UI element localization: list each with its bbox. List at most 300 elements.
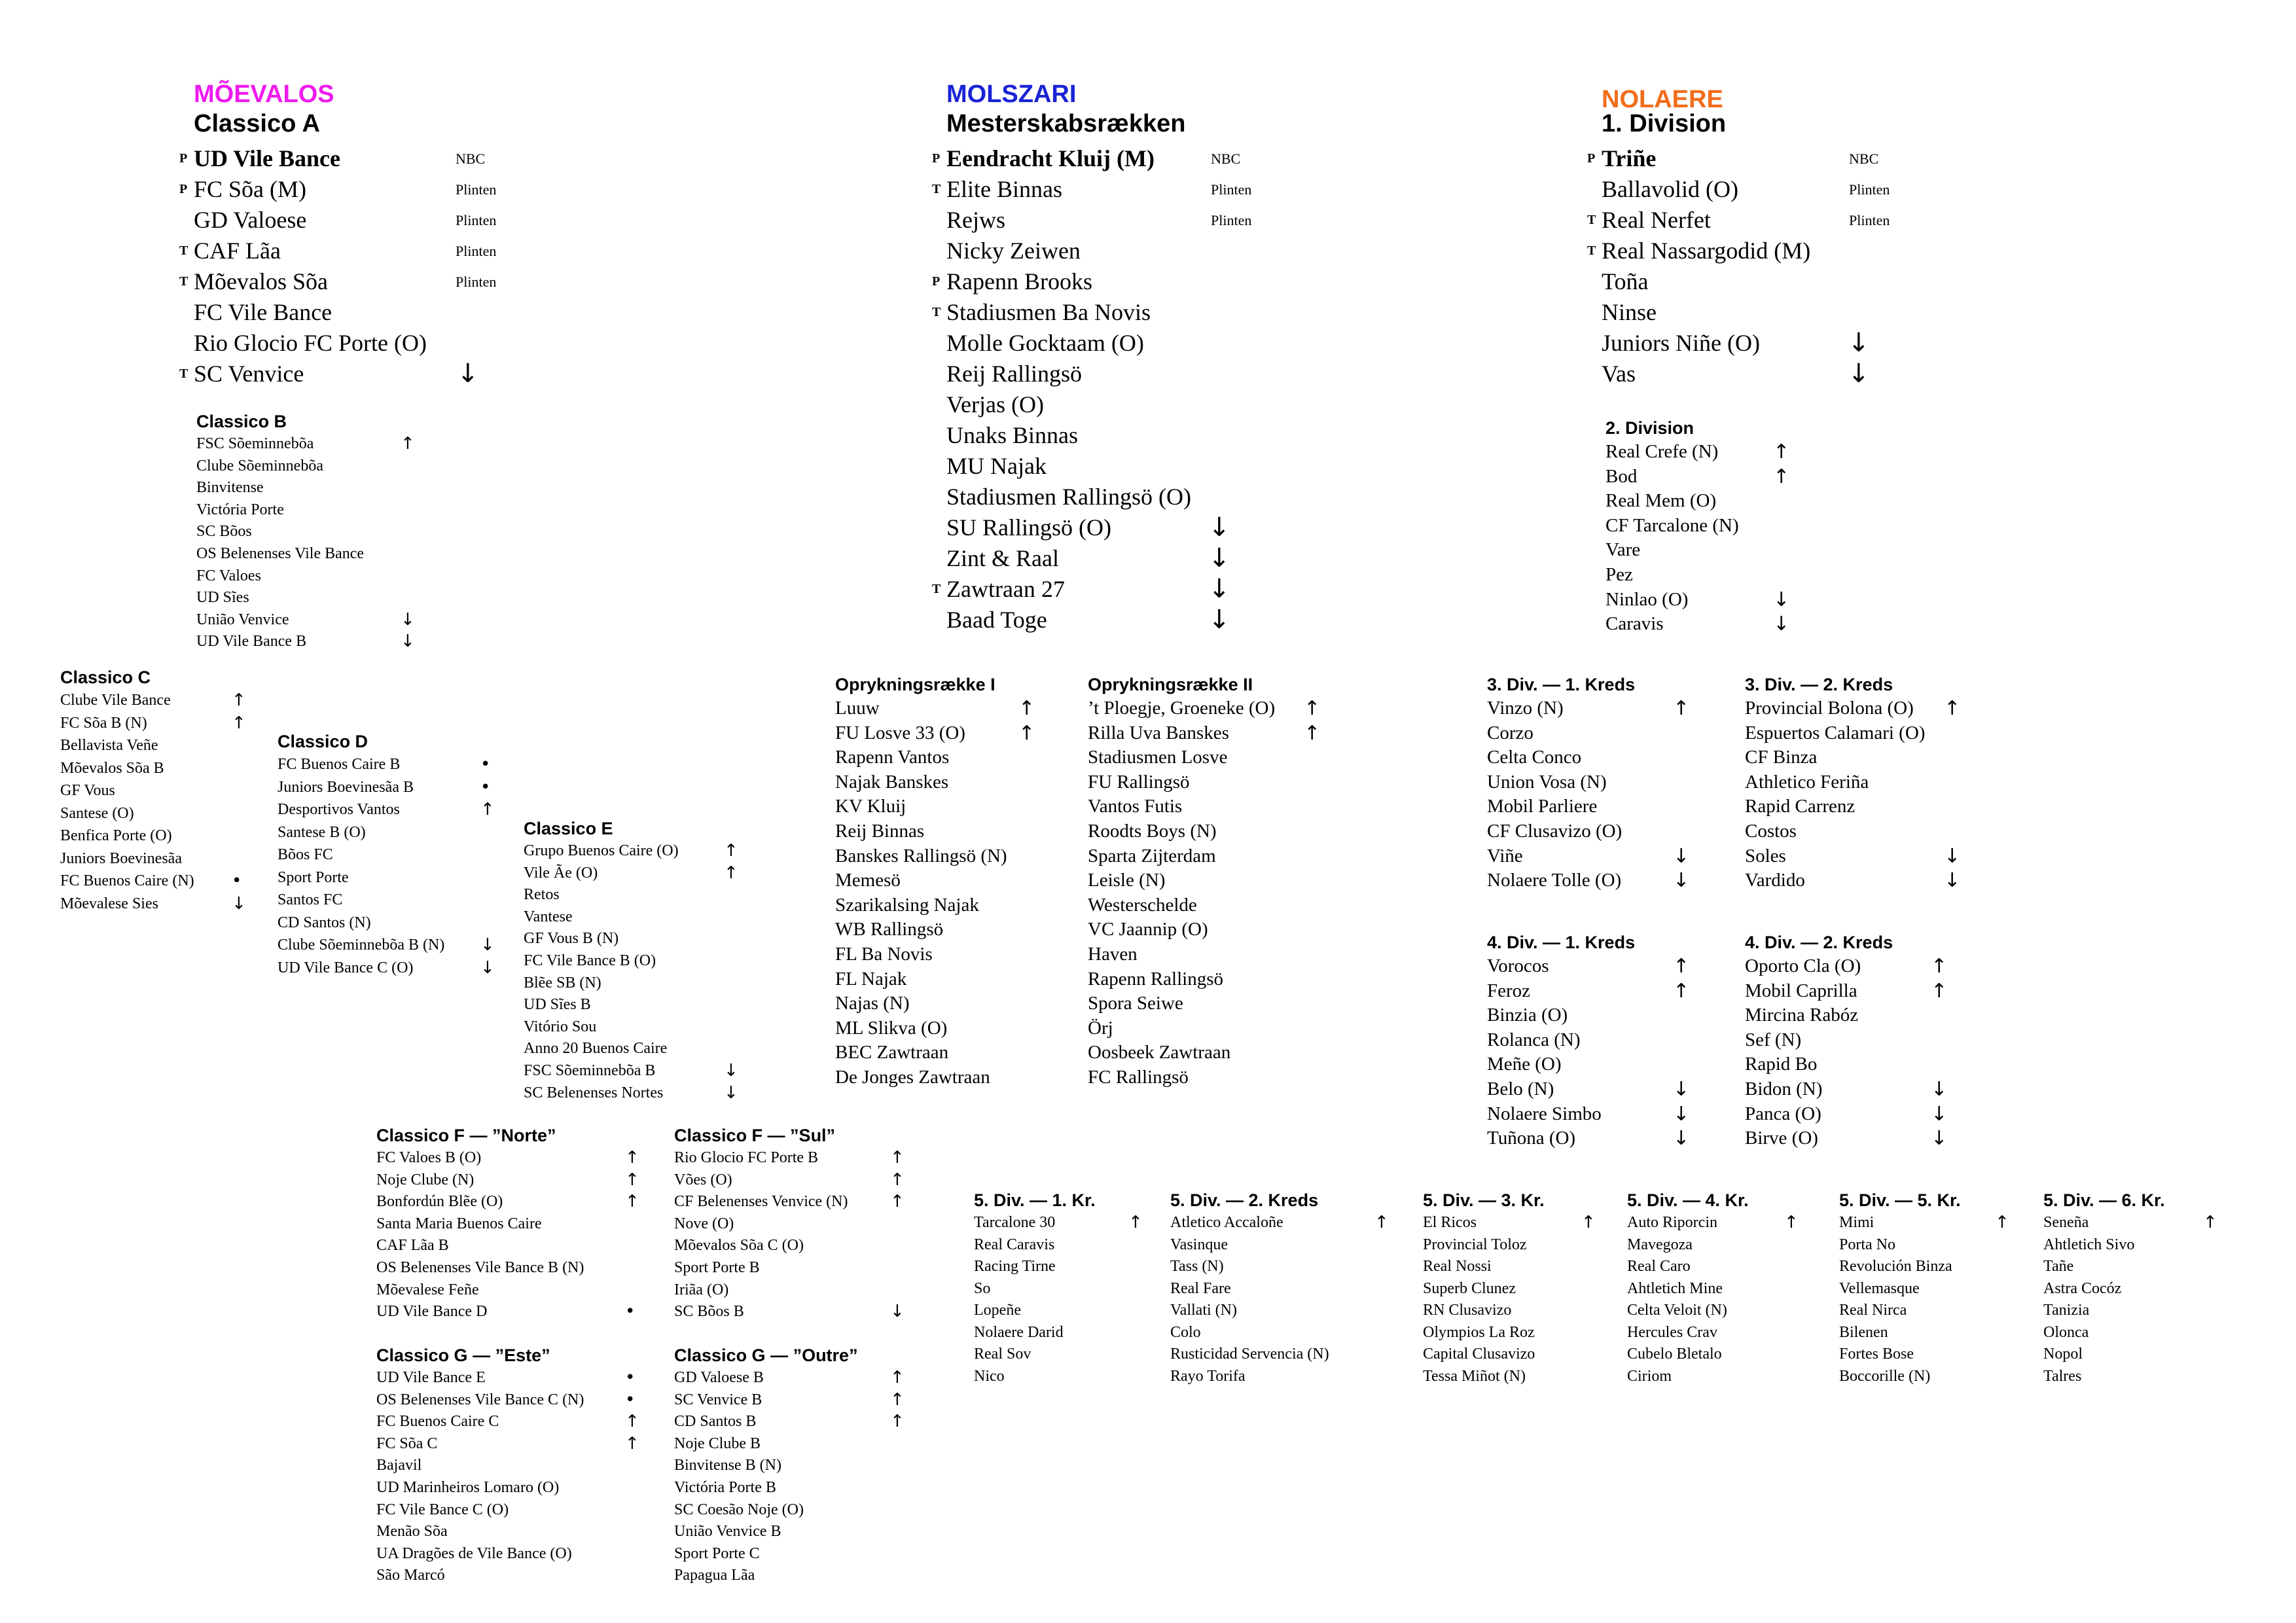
promotion-arrow-icon: ↑ bbox=[625, 1412, 639, 1432]
team-row bbox=[1587, 205, 1890, 236]
team-row bbox=[1587, 143, 1879, 174]
country-title: MÕEVALOS bbox=[194, 80, 334, 108]
team-name: Reij Binnas bbox=[835, 820, 925, 842]
team-name: Vitório Sou bbox=[524, 1018, 597, 1035]
team-name: Victória Porte B bbox=[674, 1478, 776, 1496]
team-name: Vantos Futis bbox=[1088, 796, 1183, 817]
team-name: Sport Porte bbox=[278, 868, 349, 886]
division-title: Oprykningsrække I bbox=[835, 675, 996, 694]
promotion-arrow-icon: ↑ bbox=[480, 800, 495, 819]
division-title: Oprykningsrække II bbox=[1088, 675, 1253, 694]
team-name: Sef (N) bbox=[1745, 1029, 1802, 1050]
team-row bbox=[674, 1389, 905, 1412]
team-row bbox=[1605, 563, 1739, 588]
promotion-arrow-icon: ↑ bbox=[1374, 1213, 1389, 1232]
moevalos-header bbox=[194, 80, 334, 139]
team-row bbox=[1745, 1077, 1948, 1102]
team-row bbox=[524, 1082, 738, 1105]
team-name: Santese B (O) bbox=[278, 823, 366, 841]
team-name: Nicky Zeiwen bbox=[946, 238, 1081, 264]
team-name: Stadiusmen Rallingsö (O) bbox=[946, 484, 1191, 510]
team-name: Rapid Carrenz bbox=[1745, 796, 1856, 817]
team-row bbox=[376, 1499, 584, 1522]
team-row bbox=[179, 266, 497, 297]
team-row bbox=[524, 840, 738, 863]
nolaere-3-div-2-kreds bbox=[1745, 673, 1961, 893]
team-row bbox=[1170, 1256, 1329, 1278]
division-title: 4. Div. — 1. Kreds bbox=[1487, 933, 1636, 952]
team-name: OS Belenenses Vile Bance B (N) bbox=[376, 1258, 584, 1276]
team-name: SC Bõos B bbox=[674, 1303, 744, 1321]
promotion-arrow-icon: ↑ bbox=[401, 434, 415, 454]
relegation-arrow-icon: ↓ bbox=[1848, 359, 1870, 389]
team-row bbox=[376, 1411, 639, 1433]
team-row bbox=[674, 1543, 858, 1565]
team-row bbox=[1605, 514, 1739, 539]
moevalos-classico-g-outre bbox=[674, 1344, 905, 1587]
team-row bbox=[1088, 868, 1275, 893]
team-row bbox=[1605, 588, 1790, 613]
team-row bbox=[60, 893, 246, 916]
team-row bbox=[1423, 1256, 1545, 1278]
team-row bbox=[1170, 1366, 1329, 1388]
team-row bbox=[946, 205, 1252, 236]
team-name: Rapenn Rallingsö bbox=[1088, 968, 1224, 990]
team-row bbox=[278, 934, 495, 957]
team-name: Real Nossi bbox=[1423, 1258, 1492, 1275]
promotion-arrow-icon: ↑ bbox=[625, 1192, 639, 1212]
team-name: SC Venvice B bbox=[674, 1391, 762, 1408]
division-title: Classico C bbox=[60, 668, 151, 687]
team-name: Olonca bbox=[2043, 1323, 2089, 1341]
team-row bbox=[835, 770, 1007, 795]
relegation-arrow-icon: ↓ bbox=[1673, 1077, 1690, 1101]
cup-note: Plinten bbox=[456, 181, 497, 198]
team-name: Zawtraan 27 bbox=[946, 576, 1065, 602]
team-name: Mõevalos Sõa B bbox=[60, 759, 164, 777]
division-title: Classico E bbox=[524, 819, 613, 838]
team-name: CAF Lãa B bbox=[376, 1237, 449, 1255]
team-row bbox=[376, 1147, 639, 1169]
team-name: Real Crefe (N) bbox=[1605, 441, 1719, 462]
team-name: FC Rallingsö bbox=[1088, 1066, 1189, 1088]
moevalos-classico-g-este bbox=[376, 1344, 639, 1587]
team-row bbox=[835, 1016, 1007, 1041]
team-name: Vinzo (N) bbox=[1487, 698, 1564, 719]
team-name: FC Buenos Caire C bbox=[376, 1413, 499, 1431]
team-name: Memesö bbox=[835, 870, 901, 891]
team-name: UD Sĩes bbox=[196, 589, 249, 607]
team-row bbox=[1745, 1126, 1948, 1151]
country-title: MOLSZARI bbox=[946, 80, 1077, 108]
team-name: Lopeñe bbox=[974, 1302, 1021, 1319]
team-name: De Jonges Zawtraan bbox=[835, 1066, 990, 1088]
promotion-arrow-icon: ↑ bbox=[625, 1433, 639, 1454]
molszari-header bbox=[946, 80, 1185, 139]
team-name: Meñe (O) bbox=[1487, 1054, 1562, 1075]
promotion-arrow-icon: ↑ bbox=[1931, 955, 1948, 978]
league-code-marker: P bbox=[179, 182, 188, 196]
nolaere-3-div-1-kreds bbox=[1487, 673, 1690, 893]
team-name: Tanizia bbox=[2043, 1302, 2090, 1319]
bullet-icon: • bbox=[232, 871, 242, 891]
team-name: VC Jaannip (O) bbox=[1088, 919, 1208, 940]
division-title: 3. Div. — 2. Kreds bbox=[1745, 675, 1893, 694]
team-name: UD Vile Bance B bbox=[196, 633, 307, 651]
team-name: Blẽe SB (N) bbox=[524, 974, 601, 991]
team-row bbox=[1088, 794, 1275, 819]
team-row bbox=[1745, 770, 1925, 795]
team-row bbox=[1745, 1102, 1948, 1127]
nolaere-5-div-4-kr bbox=[1627, 1188, 1799, 1387]
team-name: Bõos FC bbox=[278, 846, 333, 863]
league-code-marker: T bbox=[179, 366, 188, 381]
team-name: Roodts Boys (N) bbox=[1088, 820, 1217, 842]
team-name: Mõevalos Sõa bbox=[194, 268, 328, 294]
team-row bbox=[1602, 328, 1870, 359]
team-row bbox=[1487, 1126, 1690, 1151]
relegation-arrow-icon: ↓ bbox=[1931, 1127, 1948, 1150]
team-name: Bilenen bbox=[1839, 1323, 1888, 1341]
team-name: SC Coesão Noje (O) bbox=[674, 1501, 804, 1518]
team-row bbox=[1487, 745, 1635, 770]
team-row bbox=[1423, 1322, 1545, 1344]
team-name: Corzo bbox=[1487, 722, 1534, 743]
team-row bbox=[674, 1279, 848, 1302]
relegation-arrow-icon: ↓ bbox=[232, 893, 246, 914]
team-name: Ciriom bbox=[1627, 1367, 1672, 1385]
nolaere-5-div-1-kr bbox=[974, 1188, 1143, 1387]
team-row bbox=[674, 1191, 905, 1213]
division-title: 5. Div. — 1. Kr. bbox=[974, 1190, 1096, 1210]
team-row bbox=[835, 868, 1007, 893]
team-name: Mõevalese Feñe bbox=[376, 1281, 479, 1298]
team-row bbox=[835, 1041, 1007, 1065]
team-row bbox=[674, 1169, 905, 1192]
team-row bbox=[974, 1212, 1143, 1234]
team-name: Sport Porte B bbox=[674, 1258, 760, 1276]
team-name: Binvitense bbox=[196, 479, 264, 497]
team-name: Eendracht Kluij (M) bbox=[946, 145, 1155, 171]
promotion-arrow-icon: ↑ bbox=[1773, 440, 1790, 463]
team-name: Haven bbox=[1088, 943, 1138, 965]
league-code-marker: T bbox=[932, 582, 941, 596]
team-row bbox=[376, 1389, 636, 1412]
team-name: Triñe bbox=[1602, 145, 1657, 171]
team-name: Ahtletich Sivo bbox=[2043, 1236, 2135, 1253]
team-row bbox=[1487, 819, 1635, 844]
league-title: 1. Division bbox=[1602, 110, 1727, 137]
team-row bbox=[674, 1213, 848, 1236]
cup-note: Plinten bbox=[1849, 212, 1890, 228]
team-row bbox=[376, 1367, 636, 1389]
team-name: Juniors Boevinesãa bbox=[60, 849, 182, 867]
team-row bbox=[1170, 1322, 1329, 1344]
team-row bbox=[674, 1147, 905, 1169]
division-title: Classico G — ”Outre” bbox=[674, 1346, 858, 1365]
team-name: Ballavolid (O) bbox=[1602, 176, 1738, 202]
relegation-arrow-icon: ↓ bbox=[1208, 605, 1230, 635]
team-row bbox=[376, 1257, 584, 1279]
promotion-arrow-icon: ↑ bbox=[625, 1148, 639, 1168]
team-row bbox=[1839, 1300, 1961, 1322]
team-row bbox=[1487, 696, 1690, 721]
promotion-arrow-icon: ↑ bbox=[1581, 1213, 1596, 1232]
promotion-arrow-icon: ↑ bbox=[724, 863, 738, 883]
team-name: Mõevalos Sõa C (O) bbox=[674, 1237, 804, 1255]
team-row bbox=[2043, 1234, 2165, 1257]
team-name: Panca (O) bbox=[1745, 1103, 1821, 1124]
team-name: Vare bbox=[1605, 539, 1641, 561]
team-row bbox=[1627, 1322, 1749, 1344]
team-row bbox=[60, 802, 194, 825]
team-row bbox=[1088, 1065, 1275, 1090]
team-name: Noje Clube B bbox=[674, 1435, 761, 1452]
relegation-arrow-icon: ↓ bbox=[890, 1302, 905, 1322]
promotion-arrow-icon: ↑ bbox=[1673, 979, 1690, 1003]
team-name: Vile Ãe (O) bbox=[524, 864, 598, 882]
team-name: Menão Sõa bbox=[376, 1523, 448, 1541]
team-row bbox=[1423, 1300, 1545, 1322]
team-name: FC Vile Bance B (O) bbox=[524, 952, 656, 969]
league-code-marker: T bbox=[932, 305, 941, 319]
team-row bbox=[2043, 1212, 2217, 1234]
division-title: Classico B bbox=[196, 412, 287, 431]
team-row bbox=[524, 1038, 679, 1060]
team-row bbox=[674, 1411, 905, 1433]
team-name: ’t Ploegje, Groeneke (O) bbox=[1088, 698, 1276, 719]
team-name: Benfica Porte (O) bbox=[60, 827, 172, 844]
team-name: Celta Veloit (N) bbox=[1627, 1302, 1727, 1319]
team-row bbox=[1487, 1077, 1690, 1102]
team-row bbox=[60, 779, 194, 802]
team-row bbox=[946, 420, 1191, 451]
bullet-icon: • bbox=[625, 1302, 636, 1322]
team-name: Bellavista Veñe bbox=[60, 737, 158, 754]
team-row bbox=[524, 884, 679, 906]
promotion-arrow-icon: ↑ bbox=[1304, 721, 1321, 745]
team-row bbox=[946, 543, 1230, 574]
division-title: 2. Division bbox=[1605, 418, 1695, 438]
team-name: Luuw bbox=[835, 698, 880, 719]
league-code-marker: T bbox=[179, 274, 188, 289]
moevalos-classico-f-norte bbox=[376, 1124, 639, 1323]
team-row bbox=[1745, 1028, 1893, 1053]
team-name: Clube Sõeminnebõa B (N) bbox=[278, 936, 445, 954]
team-name: Mircina Rabóz bbox=[1745, 1005, 1859, 1026]
team-row bbox=[1627, 1300, 1749, 1322]
relegation-arrow-icon: ↓ bbox=[401, 609, 415, 630]
team-row bbox=[974, 1344, 1096, 1366]
relegation-arrow-icon: ↓ bbox=[1208, 574, 1230, 604]
team-row bbox=[376, 1213, 584, 1236]
promotion-arrow-icon: ↑ bbox=[890, 1412, 905, 1432]
team-name: UD Vile Bance E bbox=[376, 1369, 486, 1386]
team-row bbox=[1745, 868, 1961, 893]
team-row bbox=[524, 1016, 679, 1039]
team-name: FSC Sõeminnebõa B bbox=[524, 1061, 656, 1079]
team-name: Nopol bbox=[2043, 1346, 2083, 1363]
team-name: Mimi bbox=[1839, 1214, 1874, 1231]
promotion-arrow-icon: ↑ bbox=[1128, 1213, 1143, 1232]
team-name: Baad Toge bbox=[946, 607, 1047, 633]
team-name: Hercules Crav bbox=[1627, 1323, 1717, 1341]
relegation-arrow-icon: ↓ bbox=[1931, 1102, 1948, 1126]
team-name: Belo (N) bbox=[1487, 1078, 1554, 1099]
promotion-arrow-icon: ↑ bbox=[1673, 955, 1690, 978]
moevalos-classico-f-sul bbox=[674, 1124, 905, 1323]
team-name: CF Binza bbox=[1745, 747, 1818, 768]
team-row bbox=[1487, 794, 1635, 819]
team-row bbox=[835, 893, 1007, 918]
team-name: Najas (N) bbox=[835, 993, 910, 1014]
team-row bbox=[946, 236, 1191, 266]
nolaere-5-div-3-kr bbox=[1423, 1188, 1596, 1387]
team-name: CD Santos B bbox=[674, 1413, 757, 1431]
nolaere-4-div-1-kreds bbox=[1487, 931, 1690, 1151]
team-row bbox=[674, 1499, 858, 1522]
promotion-arrow-icon: ↑ bbox=[890, 1389, 905, 1410]
moevalos-classico-e bbox=[524, 817, 738, 1104]
team-row bbox=[946, 359, 1191, 389]
team-name: Boccorille (N) bbox=[1839, 1367, 1931, 1385]
team-name: Juniors Niñe (O) bbox=[1602, 330, 1760, 356]
team-name: Vallati (N) bbox=[1170, 1302, 1237, 1319]
team-row bbox=[1088, 721, 1321, 746]
team-row bbox=[835, 942, 1007, 967]
team-name: Ninlao (O) bbox=[1605, 588, 1689, 610]
team-name: Colo bbox=[1170, 1323, 1201, 1341]
team-name: Feroz bbox=[1487, 980, 1531, 1001]
team-row bbox=[835, 991, 1007, 1016]
team-name: Nolaere Simbo bbox=[1487, 1103, 1602, 1124]
team-name: Provincial Toloz bbox=[1423, 1236, 1527, 1253]
team-name: Fortes Bose bbox=[1839, 1346, 1914, 1363]
team-row bbox=[1088, 844, 1275, 869]
team-row bbox=[1627, 1212, 1799, 1234]
team-row bbox=[1088, 745, 1275, 770]
team-name: Ninse bbox=[1602, 299, 1657, 325]
team-name: Porta No bbox=[1839, 1236, 1895, 1253]
team-name: Vardido bbox=[1745, 870, 1805, 891]
team-row bbox=[1487, 979, 1690, 1004]
team-row bbox=[179, 236, 497, 266]
team-row bbox=[524, 1060, 738, 1082]
team-row bbox=[194, 297, 427, 328]
team-name: Ahtletich Mine bbox=[1627, 1279, 1723, 1297]
team-row bbox=[376, 1235, 584, 1257]
team-row bbox=[524, 906, 679, 929]
relegation-arrow-icon: ↓ bbox=[1673, 1102, 1690, 1126]
team-row bbox=[194, 328, 427, 359]
moevalos-classico-d bbox=[278, 730, 495, 979]
team-name: Celta Conco bbox=[1487, 747, 1582, 768]
team-row bbox=[1627, 1366, 1749, 1388]
team-name: CF Clusavizo (O) bbox=[1487, 820, 1623, 842]
team-row bbox=[835, 745, 1007, 770]
team-name: CAF Lãa bbox=[194, 238, 281, 264]
team-row bbox=[196, 521, 364, 543]
team-row bbox=[376, 1477, 584, 1499]
team-name: Rejws bbox=[946, 207, 1005, 233]
team-row bbox=[1627, 1344, 1749, 1366]
team-row bbox=[179, 174, 497, 205]
team-row bbox=[2043, 1278, 2165, 1300]
team-name: Clube Vile Bance bbox=[60, 692, 171, 709]
team-name: Zint & Raal bbox=[946, 545, 1059, 571]
team-name: MU Najak bbox=[946, 453, 1047, 479]
bullet-icon: • bbox=[480, 777, 491, 797]
team-name: FU Rallingsö bbox=[1088, 771, 1190, 793]
relegation-arrow-icon: ↓ bbox=[1673, 1127, 1690, 1150]
team-row bbox=[1088, 696, 1321, 721]
team-name: Capital Clusavizo bbox=[1423, 1346, 1535, 1363]
team-row bbox=[60, 870, 242, 893]
division-title: 3. Div. — 1. Kreds bbox=[1487, 675, 1636, 694]
relegation-arrow-icon: ↓ bbox=[1848, 328, 1870, 358]
relegation-arrow-icon: ↓ bbox=[724, 1082, 738, 1103]
team-row bbox=[932, 574, 1230, 605]
molszari-oprykningsraekke-2 bbox=[1088, 673, 1321, 1090]
team-row bbox=[376, 1301, 636, 1323]
team-name: Provincial Bolona (O) bbox=[1745, 698, 1914, 719]
team-row bbox=[1487, 1052, 1635, 1077]
team-row bbox=[1602, 297, 1810, 328]
team-row bbox=[1605, 489, 1739, 514]
promotion-arrow-icon: ↑ bbox=[1944, 697, 1961, 720]
team-name: Binzia (O) bbox=[1487, 1005, 1568, 1026]
team-name: Rio Glocio FC Porte B bbox=[674, 1149, 819, 1166]
team-name: Unaks Binnas bbox=[946, 422, 1078, 448]
team-row bbox=[60, 847, 194, 870]
team-name: CD Santos (N) bbox=[278, 914, 371, 931]
team-row bbox=[1487, 770, 1635, 795]
promotion-arrow-icon: ↑ bbox=[232, 690, 246, 710]
team-row bbox=[376, 1565, 584, 1587]
team-name: Szarikalsing Najak bbox=[835, 894, 979, 916]
relegation-arrow-icon: ↓ bbox=[480, 957, 495, 978]
promotion-arrow-icon: ↑ bbox=[1784, 1213, 1799, 1232]
division-title: 5. Div. — 3. Kr. bbox=[1423, 1190, 1545, 1210]
team-name: Papagua Lãa bbox=[674, 1567, 755, 1584]
team-name: UA Dragões de Vile Bance (O) bbox=[376, 1544, 572, 1562]
team-row bbox=[2043, 1344, 2165, 1366]
team-row bbox=[1423, 1366, 1545, 1388]
team-name: Vellemasque bbox=[1839, 1279, 1920, 1297]
division-title: Classico F — ”Sul” bbox=[674, 1126, 836, 1145]
team-name: Elite Binnas bbox=[946, 176, 1062, 202]
team-row bbox=[278, 798, 495, 821]
team-row bbox=[196, 455, 364, 478]
team-name: Rapid Bo bbox=[1745, 1054, 1818, 1075]
team-name: CF Tarcalone (N) bbox=[1605, 514, 1739, 536]
team-row bbox=[60, 712, 246, 735]
cup-note: Plinten bbox=[456, 274, 497, 290]
team-row bbox=[1745, 794, 1925, 819]
team-row bbox=[1487, 954, 1690, 979]
team-name: FC Vile Bance bbox=[194, 299, 332, 325]
promotion-arrow-icon: ↑ bbox=[1773, 465, 1790, 488]
team-row bbox=[835, 819, 1007, 844]
bullet-icon: • bbox=[625, 1389, 636, 1410]
team-row bbox=[974, 1234, 1096, 1257]
team-name: Grupo Buenos Caire (O) bbox=[524, 842, 679, 859]
league-title: Mesterskabsrækken bbox=[946, 110, 1186, 137]
promotion-arrow-icon: ↑ bbox=[1931, 979, 1948, 1003]
team-name: Bod bbox=[1605, 465, 1638, 487]
team-name: Real Nassargodid (M) bbox=[1602, 238, 1811, 264]
relegation-arrow-icon: ↓ bbox=[1944, 844, 1961, 868]
